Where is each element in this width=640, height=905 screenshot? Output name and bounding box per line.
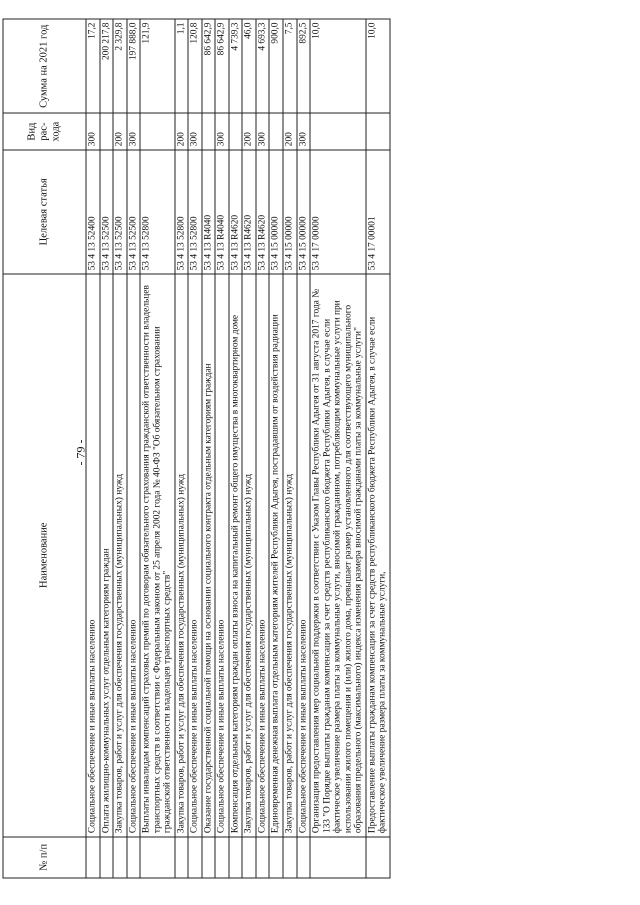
table-row	[113, 19, 127, 878]
row-sum: 46,0	[242, 19, 256, 113]
table-row	[127, 19, 141, 878]
row-type: 300	[215, 113, 229, 149]
row-type	[100, 113, 114, 149]
row-number	[113, 837, 127, 878]
row-sum: 17,2	[86, 19, 100, 113]
row-type: 200	[283, 113, 297, 149]
header-name: Наименование	[3, 274, 86, 837]
row-number	[100, 837, 114, 878]
row-sum: 892,5	[297, 19, 311, 113]
row-type: 300	[188, 113, 202, 149]
row-sum: 86 642,9	[202, 19, 216, 113]
row-sum: 10,0	[310, 19, 366, 113]
row-sum: 900,0	[269, 19, 283, 113]
table-header-row	[3, 19, 86, 878]
table-row	[256, 19, 270, 878]
header-code: Целевая статья	[3, 150, 86, 274]
table-row	[202, 19, 216, 878]
table-row	[215, 19, 229, 878]
row-code: 53 4 13 R4620	[242, 150, 256, 274]
budget-table	[3, 19, 391, 879]
row-sum: 121,9	[140, 19, 175, 113]
row-name: Закупка товаров, работ и услуг для обеспечения государственных (муниципальных) нужд	[175, 274, 189, 837]
table-row	[188, 19, 202, 878]
row-type: 200	[113, 113, 127, 149]
row-name: Предоставление выплаты гражданам компенсации за счет средств республиканского бюджета Республики Адыгея, в случае если фактическое увеличение размера платы за коммунальные услуги,	[366, 274, 390, 837]
rotated-table-container	[3, 19, 518, 879]
row-sum: 2 329,8	[113, 19, 127, 113]
header-type: Вид рас- хода	[3, 113, 86, 149]
row-number	[269, 837, 283, 878]
row-type: 300	[127, 113, 141, 149]
row-name: Оказание государственной социальной помощи на основании социального контракта отдельным категориям граждан	[202, 274, 216, 837]
row-type: 300	[86, 113, 100, 149]
row-number	[215, 837, 229, 878]
row-sum: 120,8	[188, 19, 202, 113]
row-number	[283, 837, 297, 878]
row-name: Организация предоставления мер социальной поддержки в соответствии с Указом Главы Республики Адыгея от 31 августа 2017 года № 133 "О Порядке выплаты гражданам компенсации за счет средств республиканского бюджета Республики Адыгея, в случае если фактическое увеличение размера платы за коммунальные услуги, вносимой гражданином, потребляющим коммунальные услуги при использовании жилого помещения и (или) жилого дома, превышает размер установленного для соответствующего муниципального образования предельного (максимального) индекса изменения размера вносимой гражданами платы за коммунальные услуги"	[310, 274, 366, 837]
row-name: Социальное обеспечение и иные выплаты населению	[297, 274, 311, 837]
row-number	[256, 837, 270, 878]
header-number: № п/п	[3, 837, 86, 878]
row-name: Закупка товаров, работ и услуг для обеспечения государственных (муниципальных) нужд	[283, 274, 297, 837]
row-number	[366, 837, 390, 878]
row-code: 53 4 13 R4040	[202, 150, 216, 274]
row-code: 53 4 13 52800	[140, 150, 175, 274]
row-type: 200	[242, 113, 256, 149]
row-code: 53 4 13 R4040	[215, 150, 229, 274]
table-row	[310, 19, 366, 878]
row-code: 53 4 13 52500	[100, 150, 114, 274]
row-sum: 10,0	[366, 19, 390, 113]
row-type: 300	[297, 113, 311, 149]
row-sum: 4 693,3	[256, 19, 270, 113]
row-code: 53 4 13 52800	[175, 150, 189, 274]
table-row	[100, 19, 114, 878]
row-number	[188, 837, 202, 878]
row-name: Социальное обеспечение и иные выплаты населению	[215, 274, 229, 837]
row-type	[269, 113, 283, 149]
row-name: Социальное обеспечение и иные выплаты населению	[188, 274, 202, 837]
row-type: 300	[256, 113, 270, 149]
page-number: - 79 -	[73, 439, 88, 466]
row-name: Компенсация отдельным категориям граждан оплаты взноса на капитальный ремонт общего имущества в многоквартирном доме	[229, 274, 243, 837]
row-number	[175, 837, 189, 878]
row-code: 53 4 13 52400	[86, 150, 100, 274]
table-row	[283, 19, 297, 878]
row-number	[140, 837, 175, 878]
row-code: 53 4 17 00000	[310, 150, 366, 274]
row-sum: 7,5	[283, 19, 297, 113]
table-row	[229, 19, 243, 878]
row-number	[297, 837, 311, 878]
row-name: Закупка товаров, работ и услуг для обеспечения государственных (муниципальных) нужд	[242, 274, 256, 837]
row-name: Социальное обеспечение и иные выплаты населению	[127, 274, 141, 837]
row-code: 53 4 13 R4620	[256, 150, 270, 274]
table-row	[269, 19, 283, 878]
row-type	[366, 113, 390, 149]
row-number	[202, 837, 216, 878]
row-sum: 4 739,3	[229, 19, 243, 113]
table-row	[140, 19, 175, 878]
row-code: 53 4 15 00000	[283, 150, 297, 274]
row-type	[229, 113, 243, 149]
row-type	[140, 113, 175, 149]
row-name: Социальное обеспечение и иные выплаты населению	[256, 274, 270, 837]
row-code: 53 4 17 00001	[366, 150, 390, 274]
row-number	[86, 837, 100, 878]
table-body	[86, 19, 390, 878]
row-code: 53 4 15 00000	[297, 150, 311, 274]
row-type: 200	[175, 113, 189, 149]
row-code: 53 4 15 00000	[269, 150, 283, 274]
row-name: Оплата жилищно-коммунальных услуг отдельным категориям граждан	[100, 274, 114, 837]
row-number	[127, 837, 141, 878]
header-sum: Сумма на 2021 год	[3, 19, 86, 113]
row-sum: 86 642,9	[215, 19, 229, 113]
row-sum: 200 217,8	[100, 19, 114, 113]
row-number	[242, 837, 256, 878]
row-sum: 1,1	[175, 19, 189, 113]
table-row	[366, 19, 390, 878]
row-code: 53 4 13 52500	[127, 150, 141, 274]
table-row	[297, 19, 311, 878]
row-code: 53 4 13 R4620	[229, 150, 243, 274]
row-sum: 197 888,0	[127, 19, 141, 113]
row-type	[310, 113, 366, 149]
row-code: 53 4 13 52800	[188, 150, 202, 274]
row-name: Единовременная денежная выплата отдельным категориям жителей Республики Адыгея, пострадавшим от воздействия радиации	[269, 274, 283, 837]
row-name: Закупка товаров, работ и услуг для обеспечения государственных (муниципальных) нужд	[113, 274, 127, 837]
row-code: 53 4 13 52500	[113, 150, 127, 274]
table-row	[86, 19, 100, 878]
table-row	[175, 19, 189, 878]
row-number	[229, 837, 243, 878]
table-row	[242, 19, 256, 878]
row-number	[310, 837, 366, 878]
row-type	[202, 113, 216, 149]
row-name: Социальное обеспечение и иные выплаты населению	[86, 274, 100, 837]
row-name: Выплаты инвалидам компенсаций страховых премий по договорам обязательного страхования гражданской ответственности владельцев транспортных средств в соответствии с Федеральным законом от 25 апреля 2002 года № 40-ФЗ "Об обязательном страховании гражданской ответственности владельцев транспортных средств"	[140, 274, 175, 837]
